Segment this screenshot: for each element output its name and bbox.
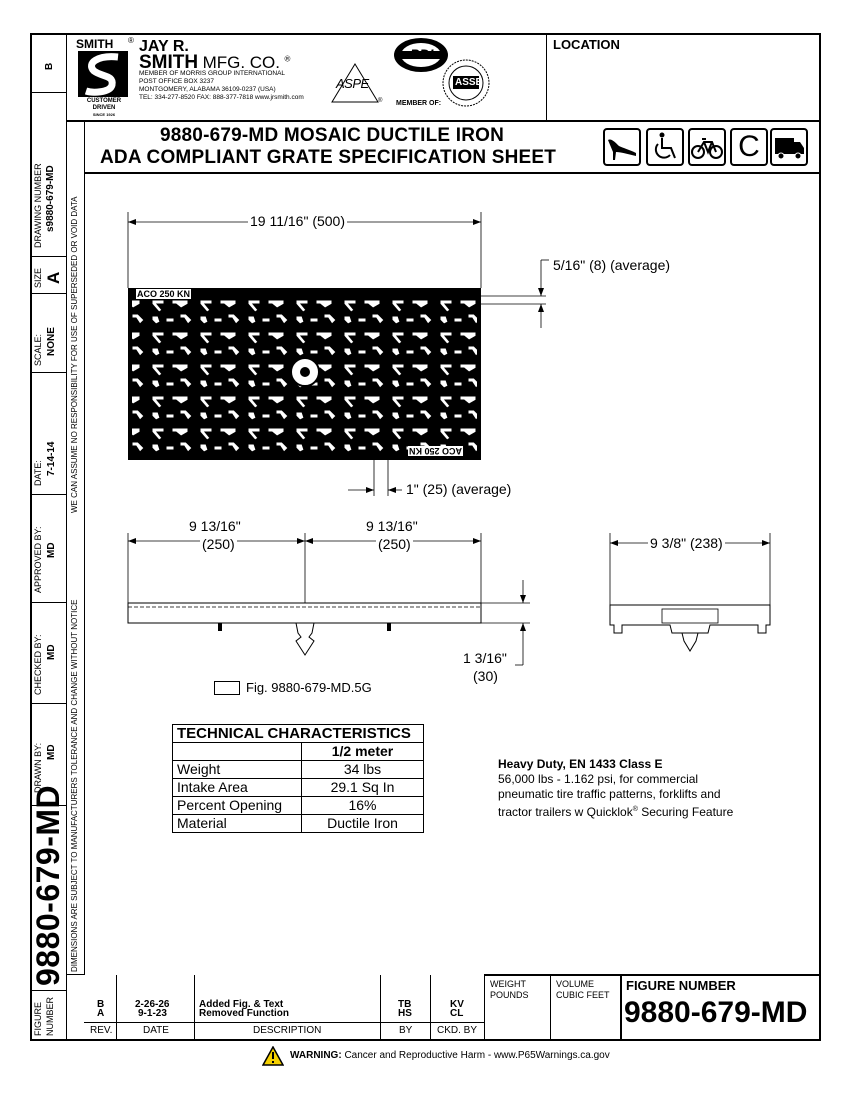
duty-line2: pneumatic tire traffic patterns, forklifts and <box>498 787 721 801</box>
technical-value: 34 lbs <box>302 761 424 779</box>
wheelchair-icon <box>646 128 684 166</box>
figure-label-vertical-1: FIGURE <box>33 1001 43 1036</box>
rev-row-a-desc: Removed Function <box>199 1008 290 1019</box>
figure-number-value: 9880-679-MD <box>624 996 808 1029</box>
rev-row-b-ckd: KV <box>450 999 464 1010</box>
size-value: A <box>44 271 63 284</box>
aspe-logo <box>330 62 383 104</box>
heel-proof-icon <box>603 128 641 166</box>
figure-label-vertical-2: NUMBER <box>45 996 55 1036</box>
technical-label: Intake Area <box>173 779 302 797</box>
technical-title: TECHNICAL CHARACTERISTICS <box>173 725 424 743</box>
logo-since: SINCE 1926 <box>92 112 116 117</box>
technical-value: Ductile Iron <box>302 815 424 833</box>
rev-row-b-date: 2-26-26 <box>135 999 170 1010</box>
sidebar-rev-letter: B <box>44 62 55 70</box>
warning-body: Cancer and Reproductive Harm - www.P65Warnings.ca.gov <box>341 1050 610 1061</box>
dim-height-1: 1 3/16" <box>463 650 507 666</box>
header-split <box>546 33 547 120</box>
rev-col-2 <box>194 975 195 1041</box>
approved-label: APPROVED BY: <box>33 526 43 593</box>
aspe-reg: ® <box>378 98 383 104</box>
figure-caption: Fig. 9880-679-MD.5G <box>246 680 372 695</box>
warning-text <box>290 1050 610 1061</box>
table-row <box>173 815 424 833</box>
warning-icon <box>262 1046 284 1066</box>
sidebar-rule <box>30 256 66 257</box>
dim-overall-length: 19 11/16" (500) <box>250 213 345 229</box>
contact-line: TEL: 334-277-8520 FAX: 888-377-7818 www.jrsmith.com <box>139 94 304 101</box>
grate-marking-top: ACO 250 KN <box>137 289 191 299</box>
bicycle-icon <box>688 128 726 166</box>
duty-line3-text: tractor trailers w Quicklok <box>498 805 633 819</box>
tb-col-3 <box>620 974 622 1041</box>
company-smith: SMITH <box>139 52 199 73</box>
dim-width: 9 3/8" (238) <box>650 535 723 551</box>
rev-row-b-desc: Added Fig. & Text <box>199 999 284 1010</box>
duty-line1: 56,000 lbs - 1.162 psi, for commercial <box>498 772 699 786</box>
rev-header-ckd: CKD. BY <box>437 1025 478 1036</box>
duty-title: Heavy Duty, EN 1433 Class E <box>498 757 663 771</box>
rev-row-a-ckd: CL <box>450 1008 464 1019</box>
figure-number-vertical: 9880-679-MD <box>30 784 66 986</box>
checked-value: MD <box>46 644 57 660</box>
weight-label-2: POUNDS <box>490 990 529 1000</box>
rev-header-desc: DESCRIPTION <box>253 1025 322 1036</box>
sidebar-rule <box>30 494 66 495</box>
volume-label <box>556 979 610 1001</box>
company-logo <box>76 37 130 117</box>
technical-value: 16% <box>302 797 424 815</box>
title-line2: ADA COMPLIANT GRATE SPECIFICATION SHEET <box>100 147 557 168</box>
dim-half-right-1: 9 13/16" <box>366 518 418 534</box>
volume-label-1: VOLUME <box>556 979 595 989</box>
tolerance-notice: DIMENSIONS ARE SUBJECT TO MANUFACTURERS TOLERANCE AND CHANGE WITHOUT NOTICE <box>70 599 79 972</box>
title-divider <box>84 172 821 174</box>
po-box: POST OFFICE BOX 3237 <box>139 78 215 85</box>
duty-line3-tail: Securing Feature <box>637 805 734 819</box>
technical-blank <box>173 743 302 761</box>
dim-half-left-2: (250) <box>202 536 235 552</box>
asse-text: ASSE <box>455 77 483 88</box>
duty-description <box>498 757 733 820</box>
city-line: MONTGOMERY, ALABAMA 36109-0237 (USA) <box>139 86 276 93</box>
rev-row-b-by: TB <box>398 999 412 1010</box>
rev-row-a-rev: A <box>97 1008 105 1019</box>
logo-customer-driven: CUSTOMER DRIVEN <box>86 98 122 111</box>
member-of-label: MEMBER OF: <box>396 100 442 107</box>
table-row <box>173 761 424 779</box>
registered-mark: ® <box>128 36 134 45</box>
tb-col-1 <box>484 974 485 1041</box>
rev-row-a-by: HS <box>398 1008 412 1019</box>
header-divider <box>66 120 821 122</box>
tb-col-2 <box>550 974 551 1041</box>
c-class-icon <box>730 128 768 166</box>
rev-col-1 <box>116 975 117 1041</box>
dim-slot-width: 1" (25) (average) <box>406 481 512 497</box>
weight-label-1: WEIGHT <box>490 979 526 989</box>
technical-table <box>172 724 424 833</box>
title-block-top <box>484 974 821 976</box>
drawn-value: MD <box>46 744 57 760</box>
table-row <box>173 779 424 797</box>
date-label: DATE: <box>33 460 43 486</box>
table-row <box>173 797 424 815</box>
aspe-text: ASPE <box>336 76 369 91</box>
dim-height-2: (30) <box>473 668 498 684</box>
sidebar-rule <box>30 372 66 373</box>
dim-slot-thickness: 5/16" (8) (average) <box>553 257 671 273</box>
checked-label: CHECKED BY: <box>33 634 43 695</box>
weight-label <box>490 979 529 1001</box>
title-line1: 9880-679-MD MOSAIC DUCTILE IRON <box>160 125 505 146</box>
drawing-number-label: DRAWING NUMBER <box>33 163 43 248</box>
sidebar-rule <box>30 293 66 294</box>
company-reg: ® <box>284 54 291 64</box>
company-address <box>139 70 304 102</box>
figure-caption-box <box>214 681 240 695</box>
technical-column-header: 1/2 meter <box>302 743 424 761</box>
truck-icon <box>770 128 808 166</box>
sidebar-rule <box>30 703 66 704</box>
rev-header-rev: REV. <box>90 1025 113 1036</box>
logo-smith-text: SMITH <box>76 37 114 51</box>
void-data-notice: WE CAN ASSUME NO RESPONSIBILITY FOR USE OF SUPERSEDED OR VOID DATA <box>70 196 79 513</box>
rev-col-3 <box>380 975 381 1041</box>
approved-value: MD <box>46 542 57 558</box>
sidebar-rule <box>30 990 66 991</box>
notice-divider <box>84 120 85 975</box>
rev-header-by: BY <box>399 1025 413 1036</box>
size-label: SIZE <box>33 267 43 288</box>
volume-label-2: CUBIC FEET <box>556 990 610 1000</box>
date-value: 7-14-14 <box>46 441 57 476</box>
warning-bold: WARNING: <box>290 1050 342 1061</box>
c-class-letter: C <box>738 130 760 163</box>
grate-marking-bottom: ACO 250 KN <box>409 446 463 456</box>
duty-line3 <box>498 802 733 820</box>
technical-value: 29.1 Sq In <box>302 779 424 797</box>
location-label: LOCATION <box>553 37 620 52</box>
scale-value: NONE <box>46 327 57 356</box>
drawn-label: DRAWN BY: <box>33 742 43 793</box>
rev-row-b-rev: B <box>97 999 105 1010</box>
rev-block-top <box>66 974 84 975</box>
company-name-line1: JAY R. <box>139 38 189 55</box>
logo-s-icon <box>78 51 128 97</box>
duty-reg: ® <box>632 806 638 813</box>
member-group: MEMBER OF MORRIS GROUP INTERNATIONAL <box>139 70 286 77</box>
company-mfg: MFG. CO. <box>202 53 281 72</box>
grate-top-view <box>100 200 720 510</box>
sidebar-rule <box>30 602 66 603</box>
drawing-number-value: s9880-679-MD <box>45 165 56 232</box>
asse-logo <box>441 58 491 108</box>
rev-col-4 <box>430 975 431 1041</box>
dim-half-left-1: 9 13/16" <box>189 518 241 534</box>
technical-label: Percent Opening <box>173 797 302 815</box>
technical-label: Material <box>173 815 302 833</box>
sidebar-rule <box>30 92 66 93</box>
rev-header-line <box>84 1022 484 1023</box>
pdi-text: PDI <box>410 46 434 62</box>
figure-number-label: FIGURE NUMBER <box>626 978 736 993</box>
dim-half-right-2: (250) <box>378 536 411 552</box>
technical-label: Weight <box>173 761 302 779</box>
scale-label: SCALE: <box>33 333 43 366</box>
rev-header-date: DATE <box>143 1025 169 1036</box>
rev-row-a-date: 9-1-23 <box>138 1008 167 1019</box>
